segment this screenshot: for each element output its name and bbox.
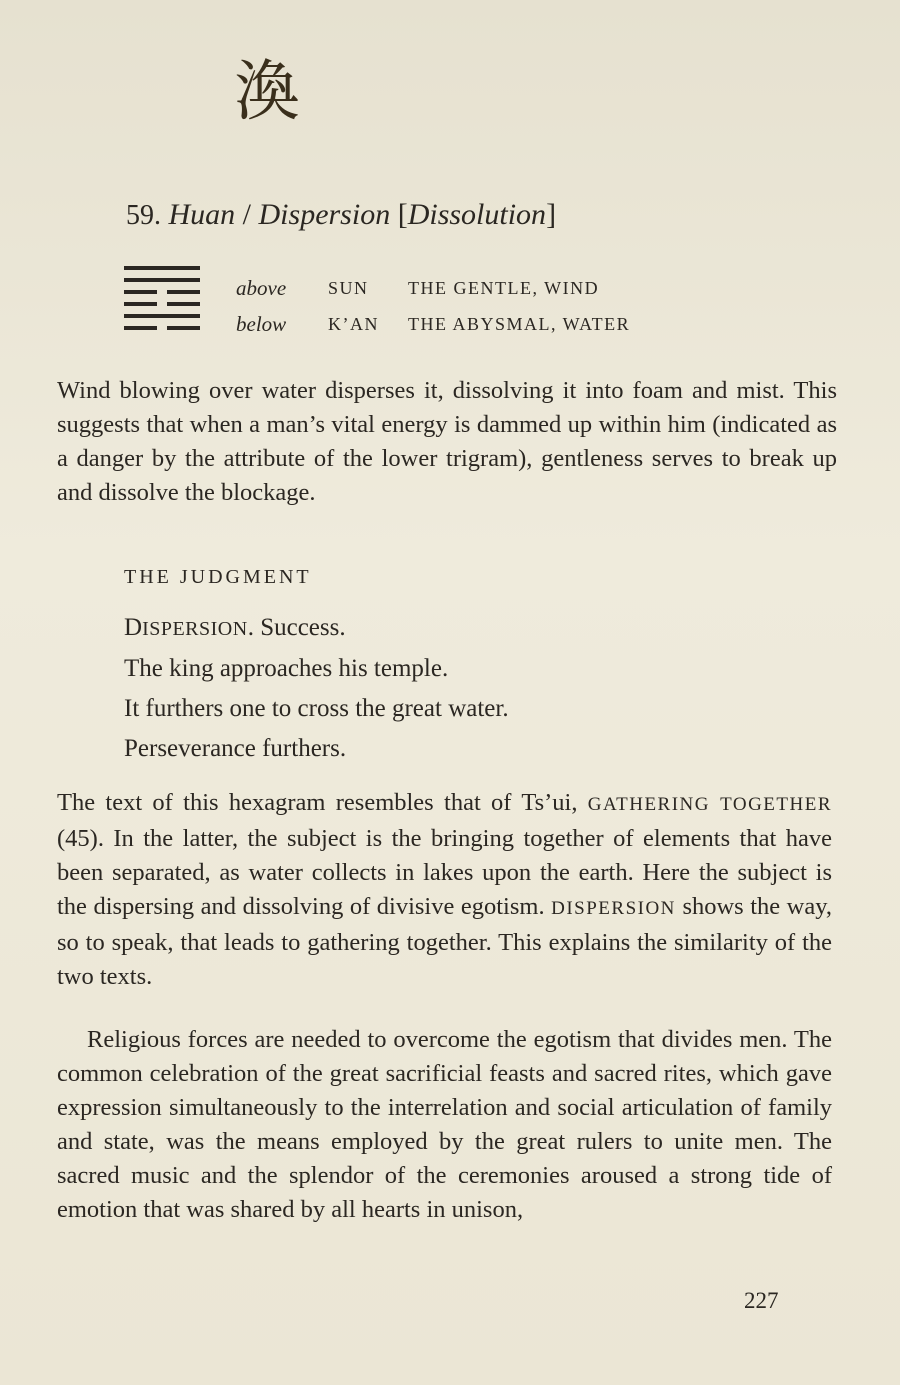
line-segment <box>124 290 157 294</box>
title-separator: / <box>242 198 252 231</box>
line-segment <box>167 326 200 330</box>
trigram-attribute: THE ABYSMAL, WATER <box>408 313 631 334</box>
line-segment <box>124 314 200 318</box>
judgment-line: Perseverance furthers. <box>124 735 347 762</box>
intro-text: Wind blowing over water disperses it, dissolving it into foam and mist. This suggests that when a man’s vital energy is dammed up within him (indicated as a danger by the attribute of the lower trigram), gentleness serves to break up and dissolve the blockage. <box>57 377 837 506</box>
hexagram-name: Huan <box>168 198 236 231</box>
hexagram-solid-line <box>124 266 200 270</box>
trigram-table <box>236 270 630 342</box>
judgment-line: The king approaches his temple. <box>124 655 449 682</box>
hexagram-alt-name: Dissolution <box>407 198 547 231</box>
hexagram-english-name: Dispersion <box>258 198 391 231</box>
trigram-name: SUN <box>328 277 369 298</box>
huan-character-icon <box>228 52 306 130</box>
judgment-dropcap: D <box>124 614 143 641</box>
judgment-line: It furthers one to cross the great water. <box>124 695 509 722</box>
commentary-part: The text of this hexagram resembles that of Ts’ui, <box>57 789 578 816</box>
smallcaps-term: DISPERSION <box>551 898 676 919</box>
commentary-text <box>57 786 832 994</box>
trigram-row-below <box>236 306 630 342</box>
hexagram-broken-line <box>124 290 200 294</box>
page-number: 227 <box>744 1288 779 1313</box>
judgment-heading: THE JUDGMENT <box>124 566 312 588</box>
commentary-part: (45). In the latter, the subject is the bringing together of elements that have been separated, as water collects in lakes upon the earth. Here the subject is the dispersing and dissolving of divisive egotism. <box>57 825 832 920</box>
commentary-paragraph-2 <box>57 1023 832 1227</box>
hexagram-solid-line <box>124 314 200 318</box>
commentary-paragraph-1 <box>57 786 832 994</box>
smallcaps-term: GATHERING TOGETHER <box>587 794 832 815</box>
trigram-name: K’AN <box>328 313 379 334</box>
line-segment <box>124 266 200 270</box>
judgment-smallcaps: ISPERSION <box>142 618 248 640</box>
judgment-text <box>124 608 509 769</box>
hexagram-symbol <box>124 266 200 338</box>
judgment-line-rest: . Success. <box>247 614 346 641</box>
hexagram-solid-line <box>124 278 200 282</box>
commentary-part: shows the way, so to speak, that leads to gathering together. This explains the similarity of the two texts. <box>57 893 833 990</box>
hexagram-broken-line <box>124 326 200 330</box>
trigram-position: above <box>236 275 287 300</box>
line-segment <box>124 326 157 330</box>
hexagram-character <box>228 52 306 130</box>
line-segment <box>167 290 200 294</box>
svg-text:渙: 渙 <box>234 53 300 130</box>
line-segment <box>124 302 157 306</box>
bracket-close: ] <box>546 198 557 231</box>
hexagram-number: 59. <box>126 200 161 231</box>
trigram-row-above <box>236 270 630 306</box>
judgment-line <box>124 608 509 649</box>
trigram-attribute: THE GENTLE, WIND <box>408 277 600 298</box>
hexagram-title <box>126 198 556 232</box>
line-segment <box>124 278 200 282</box>
trigram-position: below <box>236 311 287 336</box>
commentary-text: Religious forces are needed to overcome the egotism that divides men. The common celebration of the great sacrificial feasts and sacred rites, which gave expression simultaneously to the interrelation and social articulation of family and state, was the means employed by the great rulers to unite men. The sacred music and the splendor of the ceremonies aroused a strong tide of emotion that was shared by all hearts in unison, <box>57 1026 832 1223</box>
intro-paragraph <box>57 374 837 510</box>
hexagram-broken-line <box>124 302 200 306</box>
bracket-open: [ <box>397 198 408 231</box>
line-segment <box>167 302 200 306</box>
